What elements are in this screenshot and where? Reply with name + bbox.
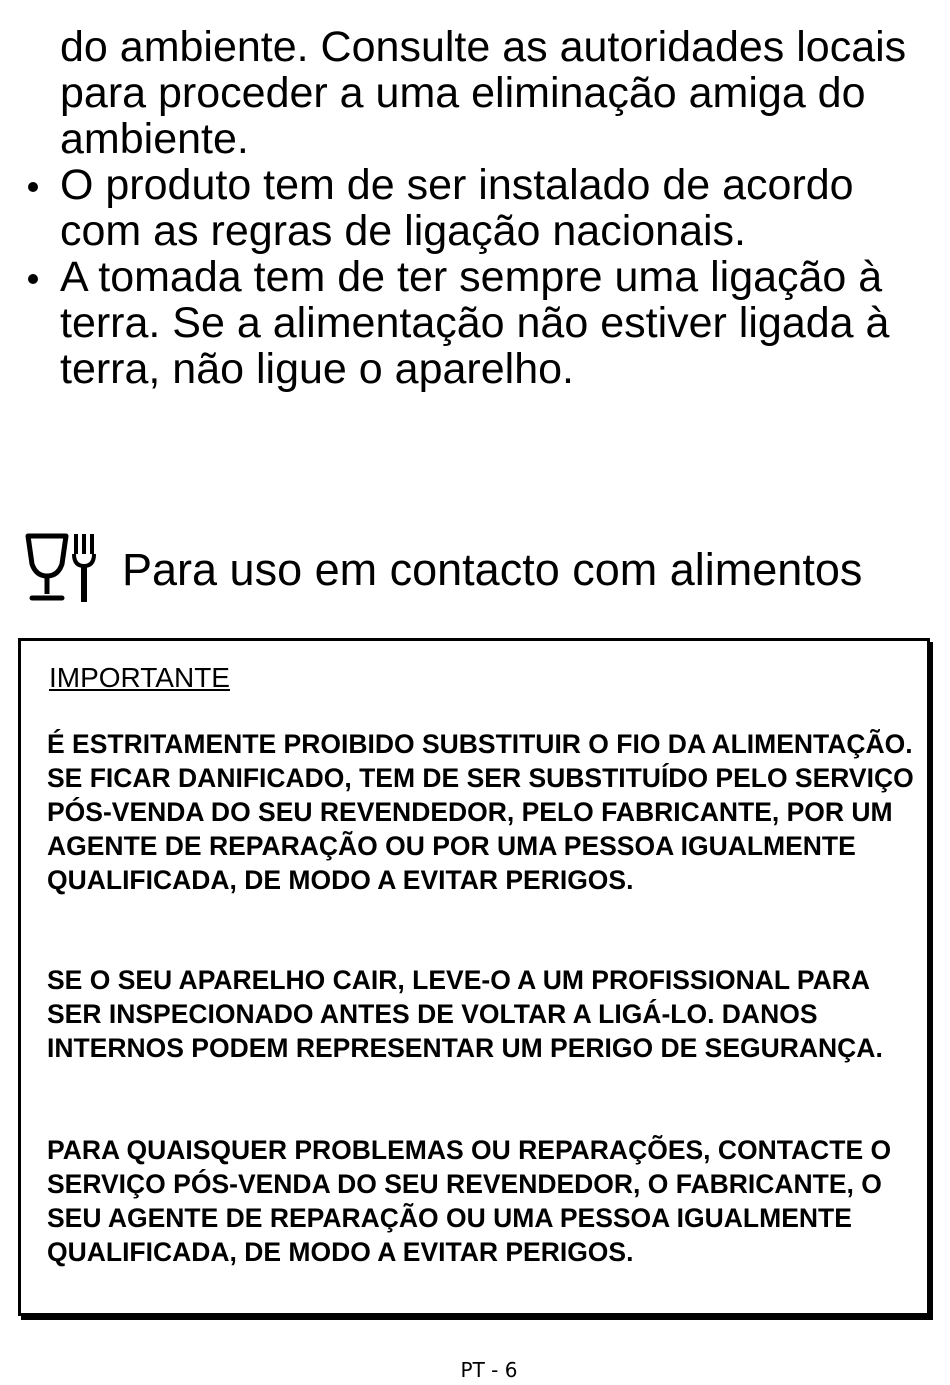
intro-paragraph: do ambiente. Consulte as autoridades locais para proceder a uma eliminação amiga do ambiente.: [60, 23, 907, 163]
bullet-item: [0, 254, 940, 392]
glass-and-fork-icon: [24, 532, 100, 604]
food-contact-row: [24, 528, 944, 608]
bullet-item: [0, 162, 940, 254]
bullet-dot-icon: [28, 274, 38, 284]
bullet-list: [0, 162, 940, 392]
warning-paragraph: É ESTRITAMENTE PROIBIDO SUBSTITUIR O FIO DA ALIMENTAÇÃO. SE FICAR DANIFICADO, TEM DE SER SUBSTITUÍDO PELO SERVIÇO PÓS-VENDA DO SEU REVENDEDOR, PELO FABRICANTE, POR UM AGENTE DE REPARAÇÃO OU POR UMA PESSOA IGUALMENTE QUALIFICADA, DE MODO A EVITAR PERIGOS.: [47, 729, 914, 895]
bullet-dot-icon: [28, 182, 38, 192]
warning-heading: IMPORTANTE: [49, 662, 230, 693]
important-warning-box: [18, 638, 930, 1316]
food-contact-label: Para uso em contacto com alimentos: [122, 544, 863, 595]
warning-paragraph: PARA QUAISQUER PROBLEMAS OU REPARAÇÕES, CONTACTE O SERVIÇO PÓS-VENDA DO SEU REVENDEDOR, O FABRICANTE, O SEU AGENTE DE REPARAÇÃO OU UMA PESSOA IGUALMENTE QUALIFICADA, DE MODO A EVITAR PERIGOS.: [47, 1135, 892, 1267]
bullet-text: A tomada tem de ter sempre uma ligação à terra. Se a alimentação não estiver ligada à terra, não ligue o aparelho.: [60, 253, 890, 393]
warning-paragraph: SE O SEU APARELHO CAIR, LEVE-O A UM PROFISSIONAL PARA SER INSPECIONADO ANTES DE VOLTAR A LIGÁ-LO. DANOS INTERNOS PODEM REPRESENTAR UM PERIGO DE SEGURANÇA.: [47, 965, 883, 1063]
bullet-text: O produto tem de ser instalado de acordo com as regras de ligação nacionais.: [60, 161, 854, 255]
page-number: PT - 6: [460, 1358, 518, 1382]
